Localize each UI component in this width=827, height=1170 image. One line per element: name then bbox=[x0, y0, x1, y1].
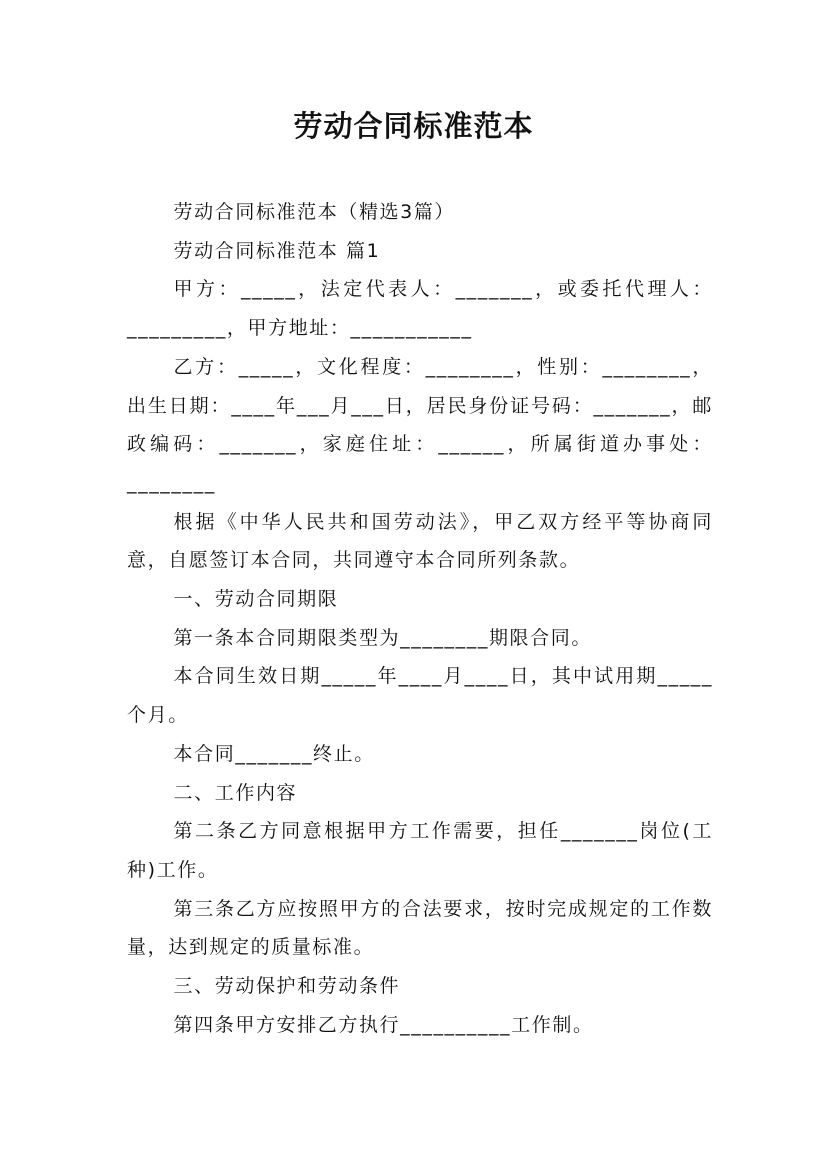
paragraph-article-4: 第四条甲方安排乙方执行__________工作制。 bbox=[173, 1013, 594, 1036]
paragraph-preamble: 根据《中华人民共和国劳动法》，甲乙双方经平等协商同意，自愿签订本合同，共同遵守本合同所列条款。 bbox=[127, 510, 713, 572]
paragraph-article-2: 第二条乙方同意根据甲方工作需要，担任_______岗位(工种)工作。 bbox=[127, 820, 713, 881]
heading-contract-term: 一、劳动合同期限 bbox=[173, 588, 339, 611]
paragraph-party-a: 甲方：_____，法定代表人：_______，或委托代理人：_________，甲方地址：___________ bbox=[127, 278, 713, 340]
paragraph-section-heading: 劳动合同标准范本 篇1 bbox=[173, 239, 381, 262]
paragraph-effective-date: 本合同生效日期_____年____月____日，其中试用期_____个月。 bbox=[127, 665, 713, 727]
document-body bbox=[127, 193, 713, 1044]
paragraph-article-1: 第一条本合同期限类型为________期限合同。 bbox=[173, 626, 592, 649]
paragraph-article-3: 第三条乙方应按照甲方的合法要求，按时完成规定的工作数量，达到规定的质量标准。 bbox=[127, 897, 713, 959]
paragraph-party-b: 乙方：_____，文化程度：________，性别：________，出生日期：____年___月___日，居民身份证号码：_______，邮政编码：_______，家庭住址：______，所属街道办事处：________ bbox=[127, 355, 713, 494]
paragraph-subtitle: 劳动合同标准范本（精选3篇） bbox=[173, 201, 456, 223]
heading-labor-protection: 三、劳动保护和劳动条件 bbox=[173, 975, 401, 998]
heading-work-content: 二、工作内容 bbox=[173, 781, 298, 804]
paragraph-termination: 本合同_______终止。 bbox=[173, 742, 375, 765]
document-title: 劳动合同标准范本 bbox=[293, 109, 534, 143]
